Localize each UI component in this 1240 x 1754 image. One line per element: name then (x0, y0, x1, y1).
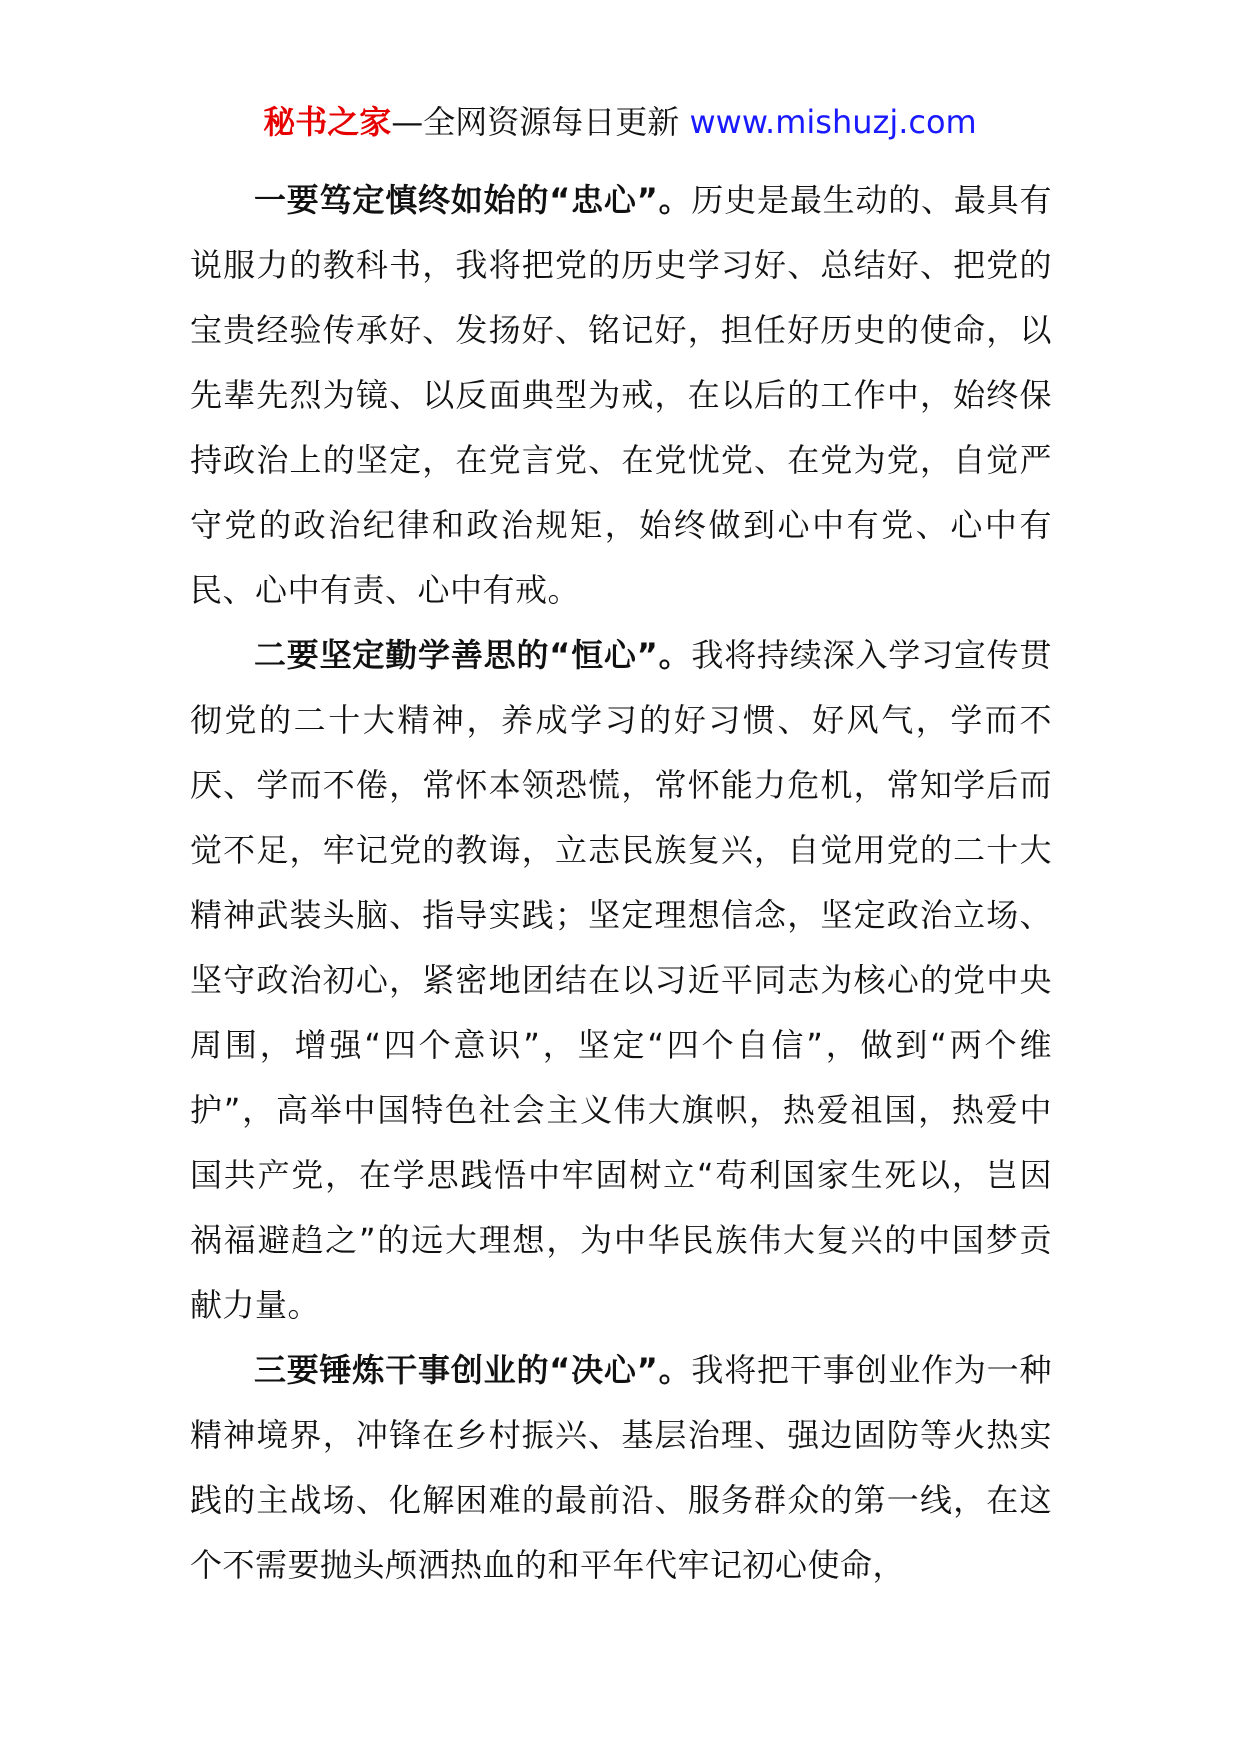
paragraph-2-text: 我将持续深入学习宣传贯彻党的二十大精神，养成学习的好习惯、好风气，学而不厌、学而不倦，常怀本领恐慌，常怀能力危机，常知学后而觉不足，牢记党的教诲，立志民族复兴，自觉用党的二十大精神武装头脑、指导实践；坚定理想信念，坚定政治立场、坚守政治初心，紧密地团结在以习近平同志为核心的党中央周围，增强“四个意识”，坚定“四个自信”，做到“两个维护”，高举中国特色社会主义伟大旗帜，热爱祖国，热爱中国共产党，在学思践悟中牢固树立“苟利国家生死以，岂因祸福避趋之”的远大理想，为中华民族伟大复兴的中国梦贡献力量。 (190, 636, 1052, 1324)
paragraph-1-heading: 一要笃定慎终如始的“忠心”。 (254, 181, 692, 219)
site-header (0, 100, 1240, 144)
paragraph-3-heading: 三要锤炼干事创业的“决心”。 (254, 1351, 692, 1389)
site-brand: 秘书之家 (263, 103, 392, 141)
paragraph-1-text: 历史是最生动的、最具有说服力的教科书，我将把党的历史学习好、总结好、把党的宝贵经验传承好、发扬好、铭记好，担任好历史的使命，以先辈先烈为镜、以反面典型为戒，在以后的工作中，始终保持政治上的坚定，在党言党、在党忧党、在党为党，自觉严守党的政治纪律和政治规矩，始终做到心中有党、心中有民、心中有责、心中有戒。 (190, 181, 1052, 609)
paragraph-2 (190, 623, 1052, 1338)
paragraph-3 (190, 1338, 1052, 1598)
document-body (190, 168, 1052, 1598)
paragraph-2-heading: 二要坚定勤学善思的“恒心”。 (254, 636, 692, 674)
paragraph-1 (190, 168, 1052, 623)
site-tagline: —全网资源每日更新 (391, 103, 690, 141)
paragraph-3-text: 我将把干事创业作为一种精神境界，冲锋在乡村振兴、基层治理、强边固防等火热实践的主战场、化解困难的最前沿、服务群众的第一线，在这个不需要抛头颅洒热血的和平年代牢记初心使命， (190, 1351, 1052, 1584)
site-url-link[interactable]: www.mishuzj.com (689, 103, 977, 141)
